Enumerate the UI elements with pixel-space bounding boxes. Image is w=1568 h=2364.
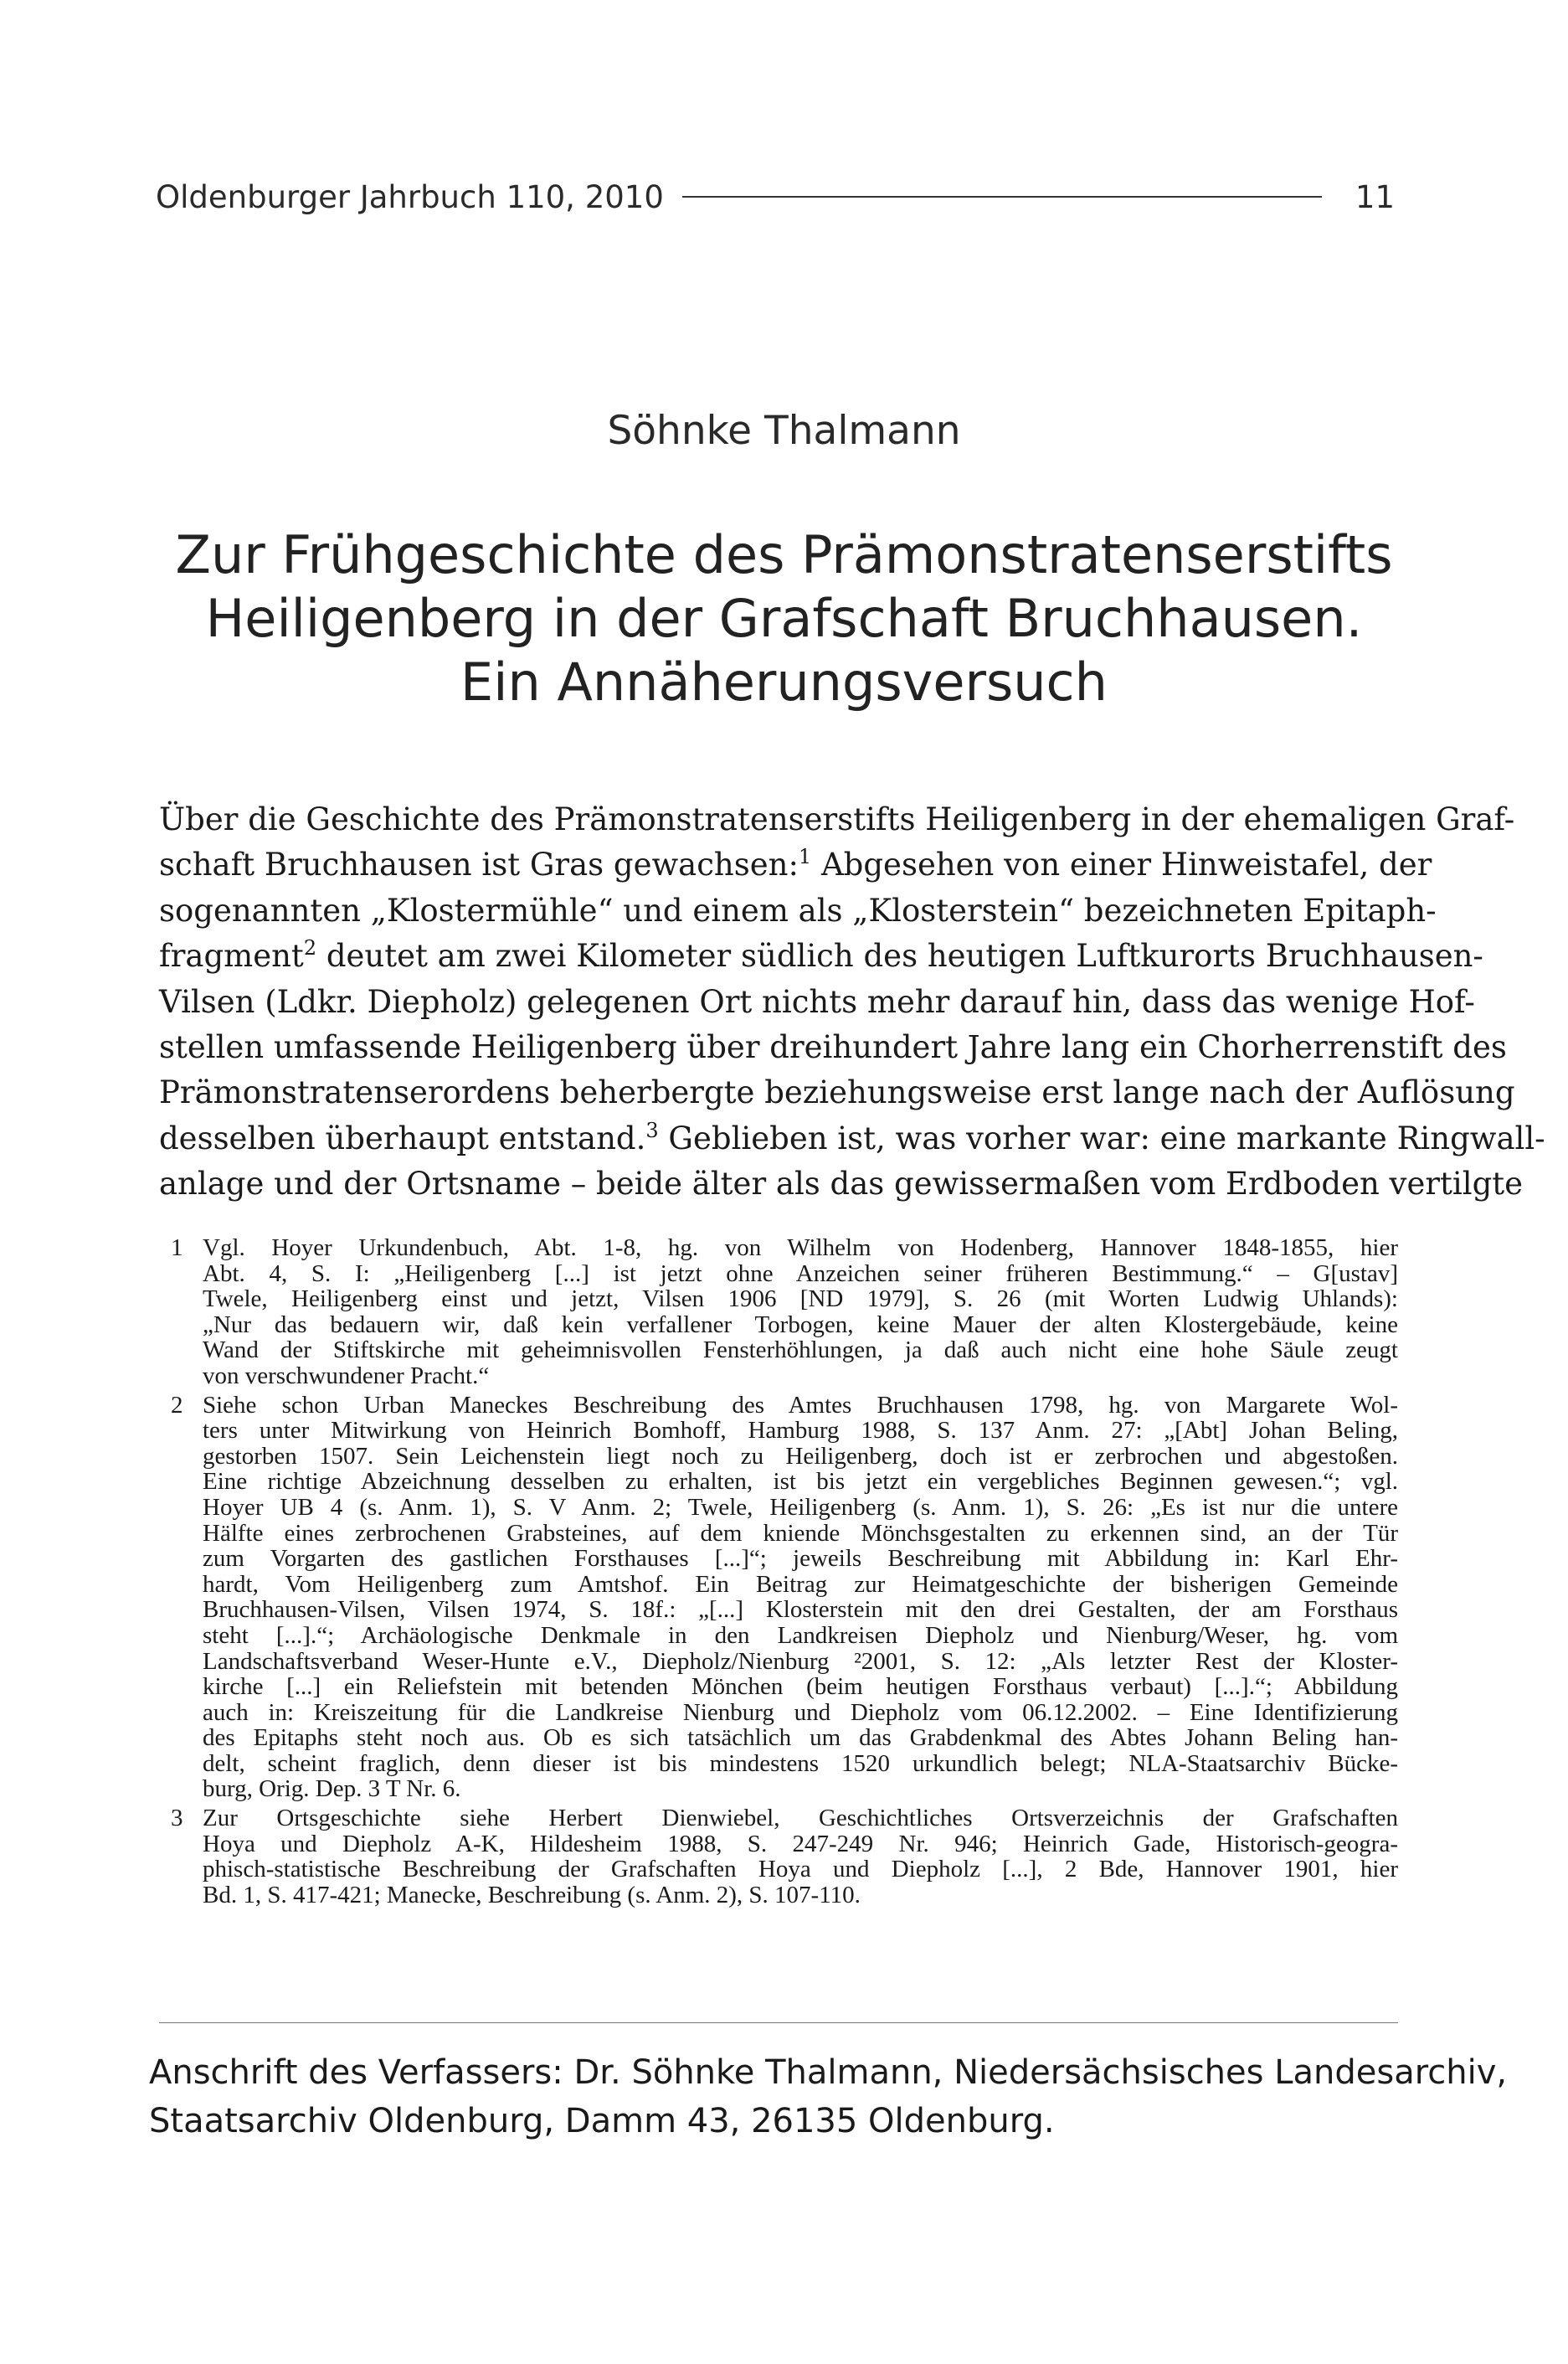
footnote-number: 2 xyxy=(171,1391,183,1419)
body-line: sogenannten „Klostermühle“ und einem als „Klosterstein“ bezeichneten Epitaph- xyxy=(159,892,1437,929)
footnote-line: delt, scheint fraglich, denn dieser ist bis mindestens 1520 urkundlich belegt; NLA-Staatsarchiv Bücke- xyxy=(203,1749,1398,1777)
page-number: 11 xyxy=(1355,178,1395,215)
footnote-line: Twele, Heiligenberg einst und jetzt, Vilsen 1906 [ND 1979], S. 26 (mit Worten Ludwig Uhlands): xyxy=(203,1285,1398,1313)
footnote-line: steht [...].“; Archäologische Denkmale in den Landkreisen Diepholz und Nienburg/Weser, hg. vom xyxy=(203,1621,1398,1649)
footnote-line: Bruchhausen-Vilsen, Vilsen 1974, S. 18f.: „[...] Klosterstein mit den drei Gestalten, der am Forsthaus xyxy=(203,1596,1398,1624)
footnote-line: von verschwundener Pracht.“ xyxy=(203,1362,490,1389)
footnote-line: auch in: Kreiszeitung für die Landkreise Nienburg und Diepholz vom 06.12.2002. – Eine Identifizierung xyxy=(203,1698,1398,1726)
footnote-line: ters unter Mitwirkung von Heinrich Bomhoff, Hamburg 1988, S. 137 Anm. 27: „[Abt] Johan Beling, xyxy=(203,1417,1398,1445)
author-address xyxy=(149,2048,1508,2145)
footnote-ref: 3 xyxy=(645,1118,659,1142)
body-line: Prämonstratenserordens beherbergte beziehungsweise erst lange nach der Auflösung xyxy=(159,1074,1515,1111)
address-line: Staatsarchiv Oldenburg, Damm 43, 26135 Oldenburg. xyxy=(149,2102,1055,2140)
article-title xyxy=(100,523,1468,714)
journal-title: Oldenburger Jahrbuch 110, 2010 xyxy=(156,178,664,215)
body-line: fragment$^2$ deutet am zwei Kilometer südlich des heutigen Luftkurorts Bruchhausen- xyxy=(159,936,1483,975)
footnote-line: burg, Orig. Dep. 3 T Nr. 6. xyxy=(203,1775,461,1803)
footnote-line: Zur Ortsgeschichte siehe Herbert Dienwiebel, Geschichtliches Ortsverzeichnis der Grafschaften xyxy=(203,1805,1398,1832)
footnote-line: phisch-statistische Beschreibung der Grafschaften Hoya und Diepholz [...], 2 Bde, Hannover 1901, hier xyxy=(203,1856,1398,1883)
footnote xyxy=(159,1393,1398,1803)
footnote-line: hardt, Vom Heiligenberg zum Amtshof. Ein Beitrag zur Heimatgeschichte der bisherigen Gemeinde xyxy=(203,1570,1398,1598)
footnote-line: Hoyer UB 4 (s. Anm. 1), S. V Anm. 2; Twele, Heiligenberg (s. Anm. 1), S. 26: „Es ist nur die untere xyxy=(203,1493,1398,1521)
body-line: Vilsen (Ldkr. Diepholz) gelegenen Ort nichts mehr darauf hin, dass das wenige Hof- xyxy=(159,983,1475,1020)
author-name: Söhnke Thalmann xyxy=(607,408,961,454)
address-line: Anschrift des Verfassers: Dr. Söhnke Thalmann, Niedersächsisches Landesarchiv, xyxy=(149,2053,1508,2092)
body-line: stellen umfassende Heiligenberg über dreihundert Jahre lang ein Chorherrenstift des xyxy=(159,1028,1507,1065)
body-line: schaft Bruchhausen ist Gras gewachsen:$^1$ Abgesehen von einer Hinweistafel, der xyxy=(159,845,1432,883)
footnote-line: Hälfte eines zerbrochenen Grabsteines, auf dem kniende Mönchsgestalten zu erkennen sind, an der Tür xyxy=(203,1519,1398,1547)
body-paragraph xyxy=(159,797,1545,1208)
footnote-line: Wand der Stiftskirche mit geheimnisvollen Fensterhöhlungen, ja daß auch nicht eine hohe Säule zeugt xyxy=(203,1337,1398,1364)
body-line: desselben überhaupt entstand.$^3$ Geblieben ist, was vorher war: eine markante Ringwall- xyxy=(159,1118,1545,1156)
footnote xyxy=(159,1235,1398,1389)
footnote-line: Siehe schon Urban Maneckes Beschreibung des Amtes Bruchhausen 1798, hg. von Margarete Wol- xyxy=(203,1391,1398,1419)
footnote-line: Abt. 4, S. I: „Heiligenberg [...] ist jetzt ohne Anzeichen seiner früheren Bestimmung.“ – G[ustav] xyxy=(203,1259,1398,1287)
footer-rule xyxy=(159,2022,1398,2023)
title-line: Zur Frühgeschichte des Prämonstratenserstifts xyxy=(175,524,1393,585)
footnote-line: zum Vorgarten des gastlichen Forsthauses [...]“; jeweils Beschreibung mit Abbildung in: Karl Ehr- xyxy=(203,1545,1398,1573)
body-line: anlage und der Ortsname – beide älter als das gewissermaßen vom Erdboden vertilgte xyxy=(159,1166,1524,1203)
footnote-line: des Epitaphs steht noch aus. Ob es sich tatsächlich um das Grabdenkmal des Abtes Johann Beling han- xyxy=(203,1724,1398,1752)
body-line: Über die Geschichte des Prämonstratenserstifts Heiligenberg in der ehemaligen Graf- xyxy=(159,801,1515,837)
footnote-line: kirche [...] ein Reliefstein mit betenden Mönchen (beim heutigen Forsthaus verbaut) [...].“; Abbildung xyxy=(203,1673,1398,1701)
footnote-ref: 1 xyxy=(798,845,812,869)
title-line: Ein Annäherungsversuch xyxy=(460,652,1108,713)
footnote-number: 3 xyxy=(171,1805,183,1832)
footnote-line: Vgl. Hoyer Urkundenbuch, Abt. 1-8, hg. von Wilhelm von Hodenberg, Hannover 1848-1855, hier xyxy=(203,1234,1398,1261)
title-line: Heiligenberg in der Grafschaft Bruchhausen. xyxy=(205,588,1363,649)
footnote-number: 1 xyxy=(171,1234,183,1261)
footnote xyxy=(159,1805,1398,1908)
footnotes xyxy=(159,1235,1398,1911)
footnote-line: Eine richtige Abzeichnung desselben zu erhalten, ist bis jetzt ein vergebliches Beginnen gewesen.“; vgl. xyxy=(203,1468,1398,1496)
footnote-line: Landschaftsverband Weser-Hunte e.V., Diepholz/Nienburg ²2001, S. 12: „Als letzter Rest der Kloster- xyxy=(203,1647,1398,1675)
footnote-line: Bd. 1, S. 417-421; Manecke, Beschreibung (s. Anm. 2), S. 107-110. xyxy=(203,1881,861,1908)
footnote-line: Hoya und Diepholz A-K, Hildesheim 1988, S. 247-249 Nr. 946; Heinrich Gade, Historisch-geogra- xyxy=(203,1830,1398,1857)
header-rule xyxy=(682,196,1322,198)
footnote-line: gestorben 1507. Sein Leichenstein liegt noch zu Heiligenberg, doch ist er zerbrochen und abgestoßen. xyxy=(203,1442,1398,1470)
footnote-line: „Nur das bedauern wir, daß kein verfallener Torbogen, keine Mauer der alten Klostergebäude, keine xyxy=(203,1311,1398,1338)
running-head xyxy=(156,176,1395,218)
footnote-ref: 2 xyxy=(303,936,317,961)
